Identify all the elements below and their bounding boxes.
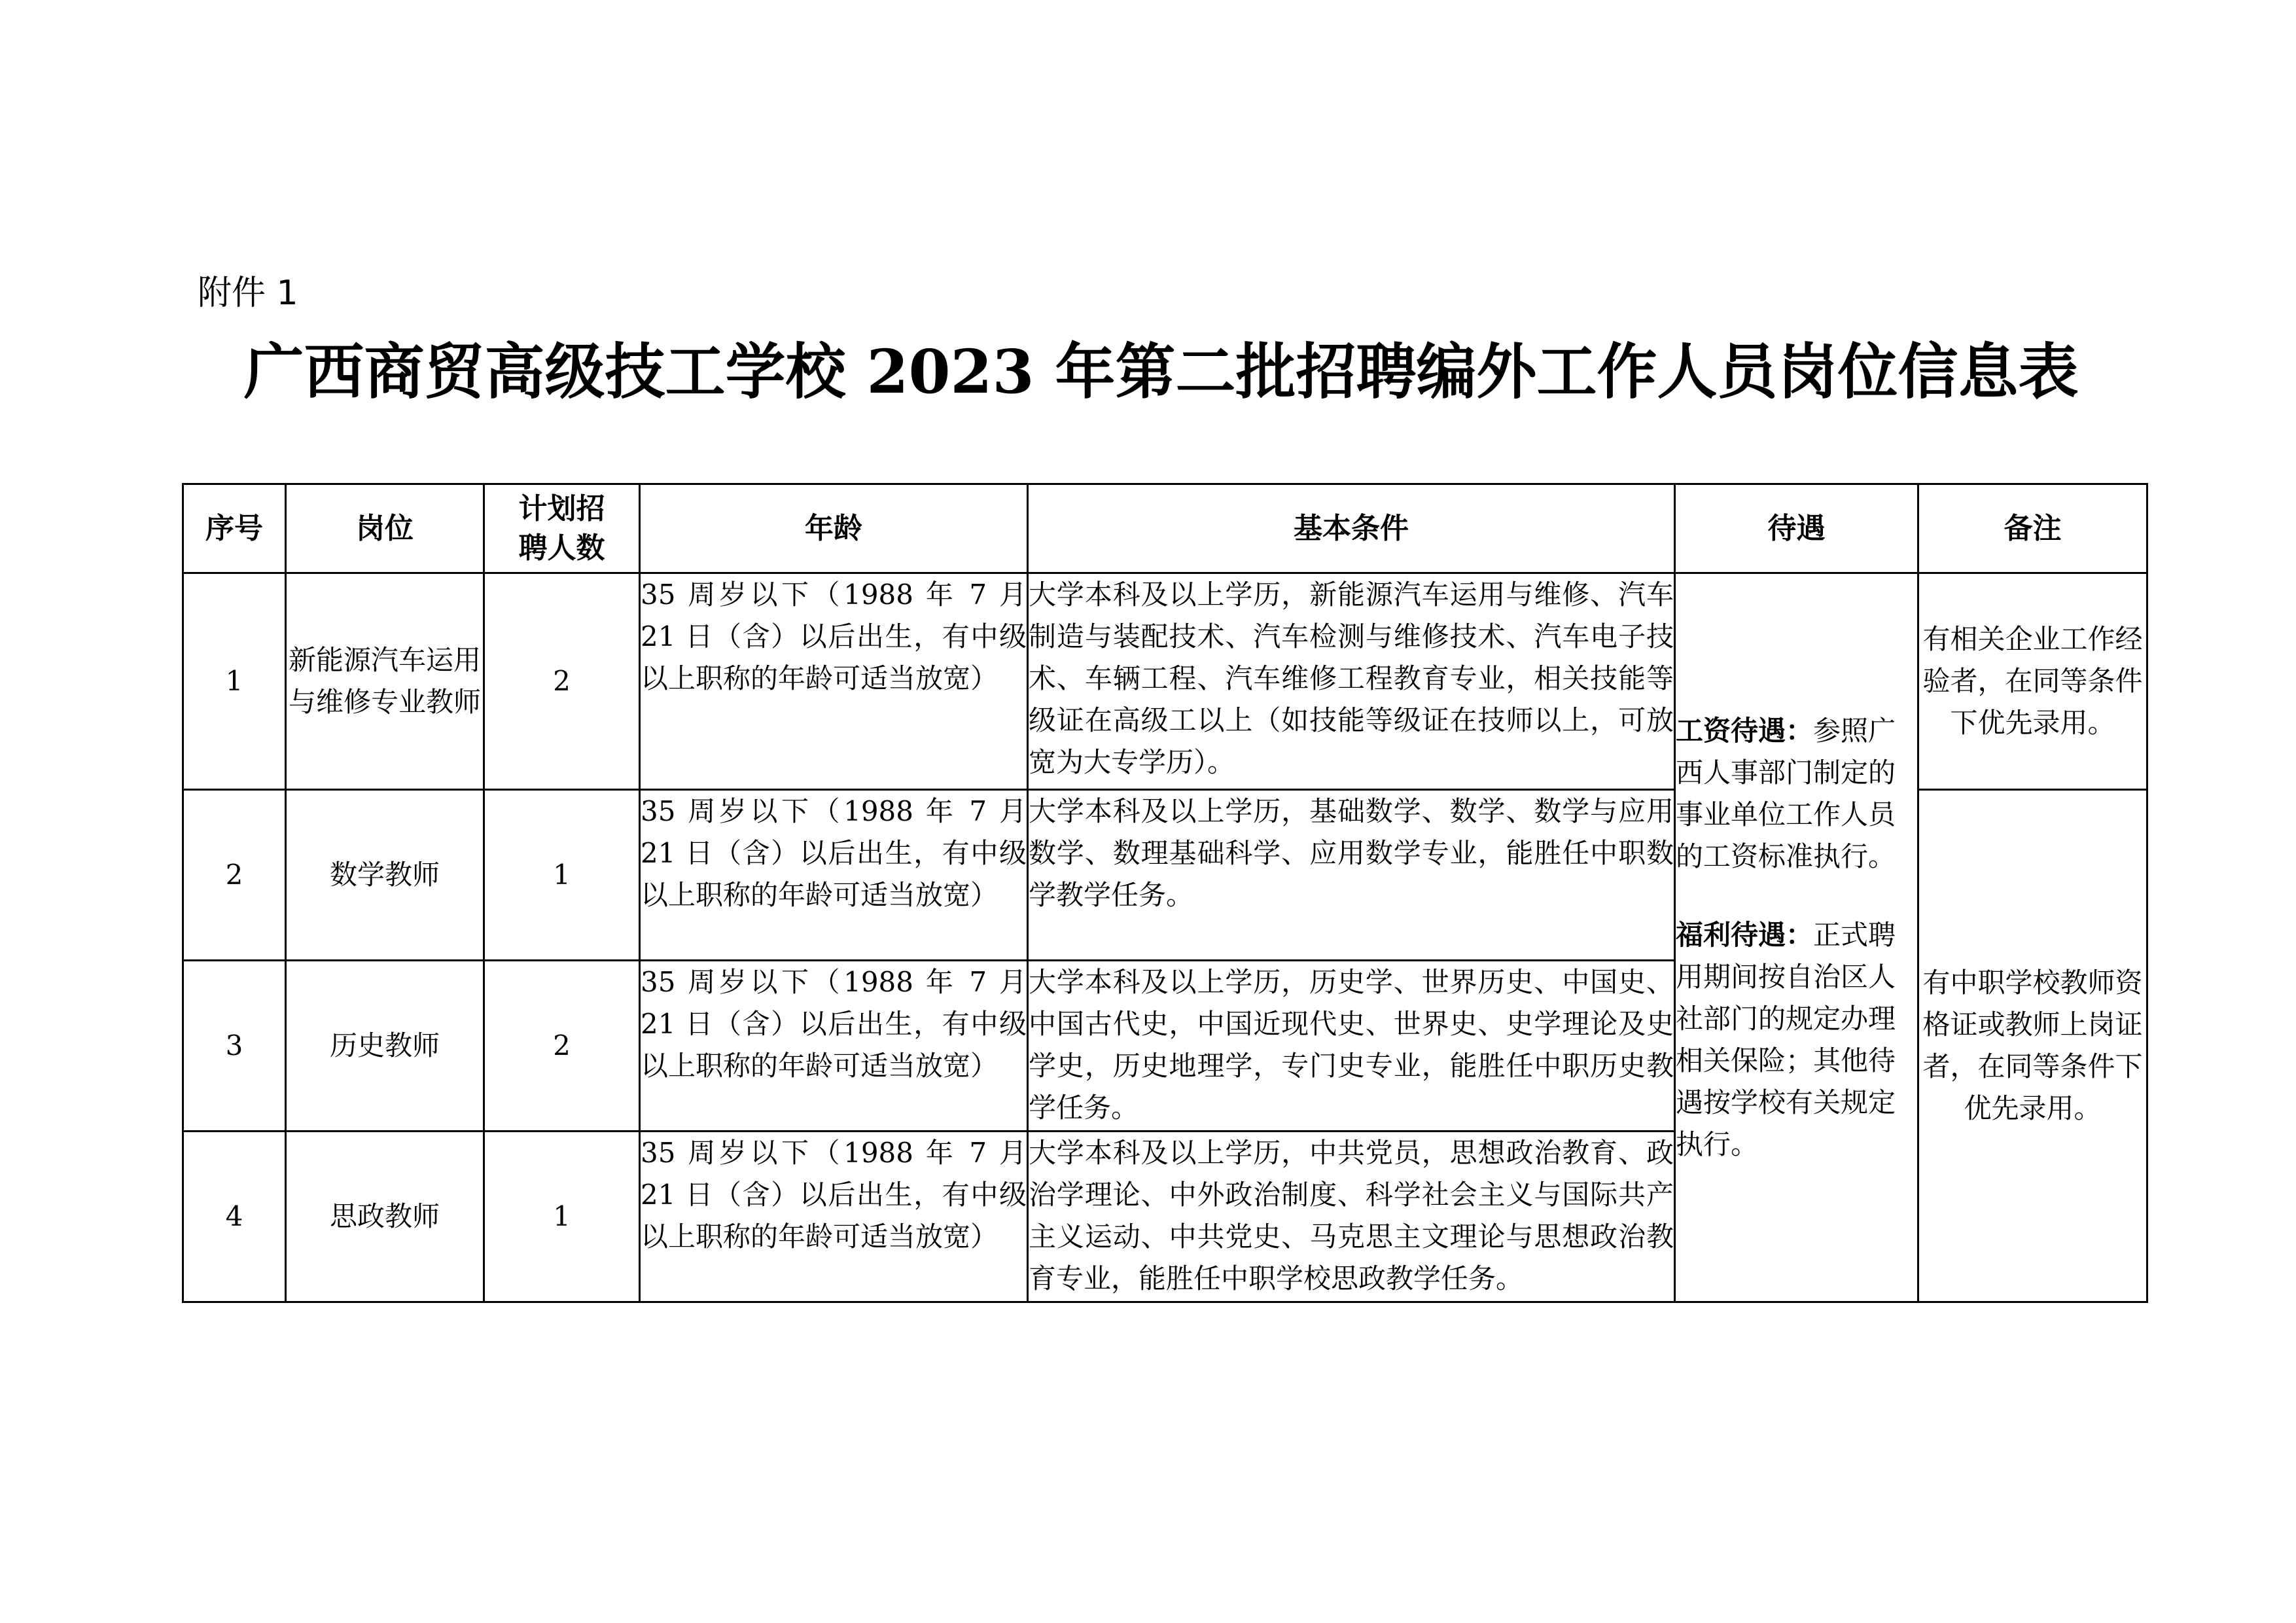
salary-text: 参照广西人事部门制定的事业单位工作人员的工资标准执行。 (1676, 714, 1896, 872)
position-info-table (182, 483, 2148, 1303)
welfare-label: 福利待遇： (1676, 918, 1814, 951)
attachment-label: 附件 1 (198, 274, 298, 313)
row-position: 新能源汽车运用与维修专业教师 (286, 573, 484, 790)
salary-label: 工资待遇： (1676, 714, 1814, 747)
row-count: 2 (484, 573, 640, 790)
welfare-paragraph (1676, 914, 1917, 1166)
document-title: 广西商贸高级技工学校 2023 年第二批招聘编外工作人员岗位信息表 (243, 336, 2079, 407)
header-notes: 备注 (1918, 484, 2147, 573)
row-position: 历史教师 (286, 961, 484, 1132)
row-count: 1 (484, 1132, 640, 1302)
header-position: 岗位 (286, 484, 484, 573)
note-cell-2: 有中职学校教师资格证或教师上岗证者，在同等条件下优先录用。 (1918, 790, 2147, 1302)
row-index: 4 (183, 1132, 286, 1302)
row-requirements: 大学本科及以上学历，基础数学、数学、数学与应用数学、数理基础科学、应用数学专业，能胜任中职数学教学任务。 (1028, 790, 1675, 961)
salary-paragraph (1676, 710, 1917, 878)
table-header-row (183, 484, 2147, 573)
row-count: 1 (484, 790, 640, 961)
header-index: 序号 (183, 484, 286, 573)
row-age: 35 周岁以下（1988 年 7 月 21 日（含）以后出生，有中级以上职称的年龄可适当放宽） (640, 1132, 1028, 1302)
note-cell-1: 有相关企业工作经验者，在同等条件下优先录用。 (1918, 573, 2147, 790)
header-planned-count (484, 484, 640, 573)
header-planned-line1: 计划招 (518, 491, 605, 526)
header-planned-line2: 聘人数 (518, 531, 605, 565)
treatment-cell (1675, 573, 1918, 1302)
row-index: 1 (183, 573, 286, 790)
row-count: 2 (484, 961, 640, 1132)
row-requirements: 大学本科及以上学历，新能源汽车运用与维修、汽车制造与装配技术、汽车检测与维修技术、汽车电子技术、车辆工程、汽车维修工程教育专业，相关技能等级证在高级工以上（如技能等级证在技师以上，可放宽为大专学历）。 (1028, 573, 1675, 790)
row-index: 2 (183, 790, 286, 961)
row-requirements: 大学本科及以上学历，历史学、世界历史、中国史、中国古代史，中国近现代史、世界史、史学理论及史学史，历史地理学，专门史专业，能胜任中职历史教学任务。 (1028, 961, 1675, 1132)
row-age: 35 周岁以下（1988 年 7 月 21 日（含）以后出生，有中级以上职称的年龄可适当放宽） (640, 961, 1028, 1132)
header-age: 年龄 (640, 484, 1028, 573)
welfare-text: 正式聘用期间按自治区人社部门的规定办理相关保险；其他待遇按学校有关规定执行。 (1676, 918, 1896, 1160)
table-row (183, 573, 2147, 790)
row-age: 35 周岁以下（1988 年 7 月 21 日（含）以后出生，有中级以上职称的年龄可适当放宽） (640, 573, 1028, 790)
row-age: 35 周岁以下（1988 年 7 月 21 日（含）以后出生，有中级以上职称的年龄可适当放宽） (640, 790, 1028, 961)
row-requirements: 大学本科及以上学历，中共党员，思想政治教育、政治学理论、中外政治制度、科学社会主义与国际共产主义运动、中共党史、马克思主文理论与思想政治教育专业，能胜任中职学校思政教学任务。 (1028, 1132, 1675, 1302)
row-position: 思政教师 (286, 1132, 484, 1302)
row-index: 3 (183, 961, 286, 1132)
header-treatment: 待遇 (1675, 484, 1918, 573)
row-position: 数学教师 (286, 790, 484, 961)
header-requirements: 基本条件 (1028, 484, 1675, 573)
